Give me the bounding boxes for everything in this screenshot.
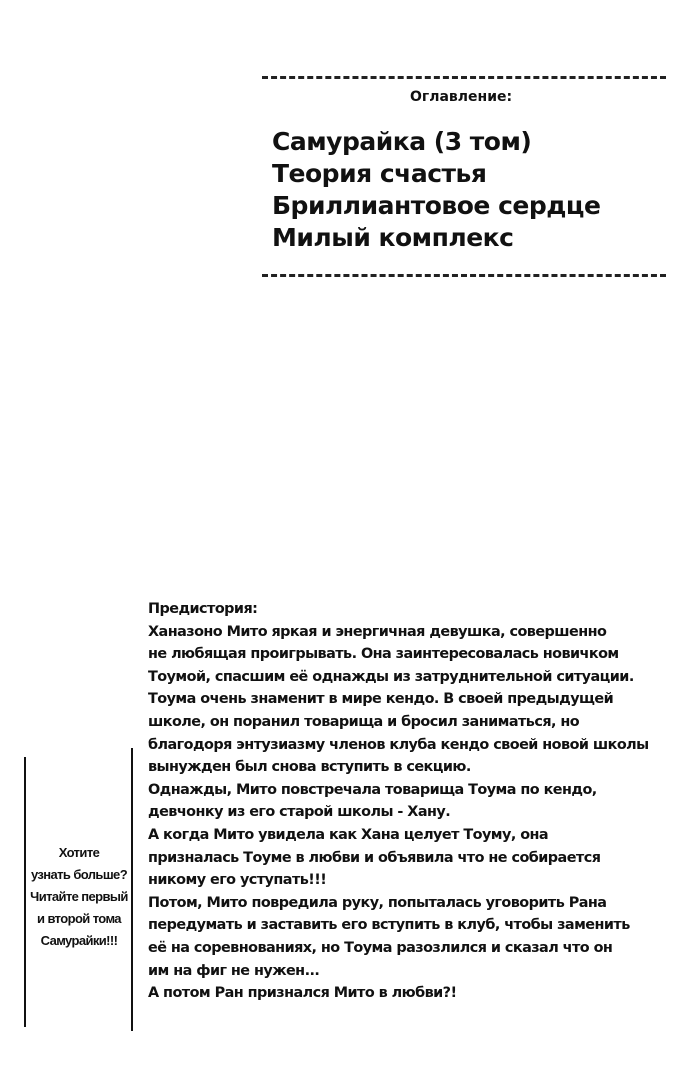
bottom-dashed-rule — [262, 274, 666, 277]
side-note-line: Читайте первый — [30, 889, 128, 904]
toc-item: Милый комплекс — [272, 223, 514, 252]
story-heading: Предистория: — [148, 601, 258, 617]
side-note-line: Самурайки!!! — [40, 933, 118, 948]
side-note-left-line — [24, 757, 26, 1027]
story-line: вынужден был снова вступить в секцию. — [148, 759, 471, 776]
side-note-line: и второй тома — [37, 911, 121, 926]
toc-item: Самурайка (3 том) — [272, 127, 532, 156]
toc-heading: Оглавление: — [410, 89, 513, 105]
top-dashed-rule — [262, 76, 666, 79]
toc-item: Теория счастья — [272, 159, 487, 188]
story-line: не любящая проигрывать. Она заинтересовалась новичком — [148, 646, 619, 663]
story-line: Потом, Мито повредила руку, попыталась уговорить Рана — [148, 894, 607, 911]
story-line: Тоумой, спасшим её однажды из затруднительной ситуации. — [148, 668, 634, 685]
story-line: девчонку из его старой школы - Хану. — [148, 804, 451, 821]
side-note — [28, 842, 130, 952]
side-note-line: узнать больше? — [30, 867, 128, 882]
story-line: её на соревнованиях, но Тоума разозлился и сказал что он — [148, 939, 613, 956]
story-line: Тоума очень знаменит в мире кендо. В своей предыдущей — [148, 691, 614, 708]
story-line: передумать и заставить его вступить в клуб, чтобы заменить — [148, 917, 630, 934]
story-line: никому его уступать!!! — [148, 872, 327, 889]
story-line: А потом Ран признался Мито в любви?! — [148, 985, 457, 1002]
story-line: А когда Мито увидела как Хана целует Тоуму, она — [148, 826, 549, 843]
toc-item: Бриллиантовое сердце — [272, 191, 601, 220]
background-story — [148, 598, 678, 1005]
side-note-line: Хотите — [58, 845, 100, 860]
side-note-right-line — [131, 748, 133, 1031]
toc-list — [272, 126, 600, 254]
story-line: Однажды, Мито повстречала товарища Тоума по кендо, — [148, 781, 597, 798]
story-line: благодоря энтузиазму членов клуба кендо своей новой школы — [148, 736, 649, 753]
story-line: Ханазоно Мито яркая и энергичная девушка, совершенно — [148, 623, 607, 640]
story-line: им на фиг не нужен... — [148, 962, 320, 979]
story-line: школе, он поранил товарища и бросил заниматься, но — [148, 713, 580, 730]
story-line: призналась Тоуме в любви и объявила что не собирается — [148, 849, 601, 866]
